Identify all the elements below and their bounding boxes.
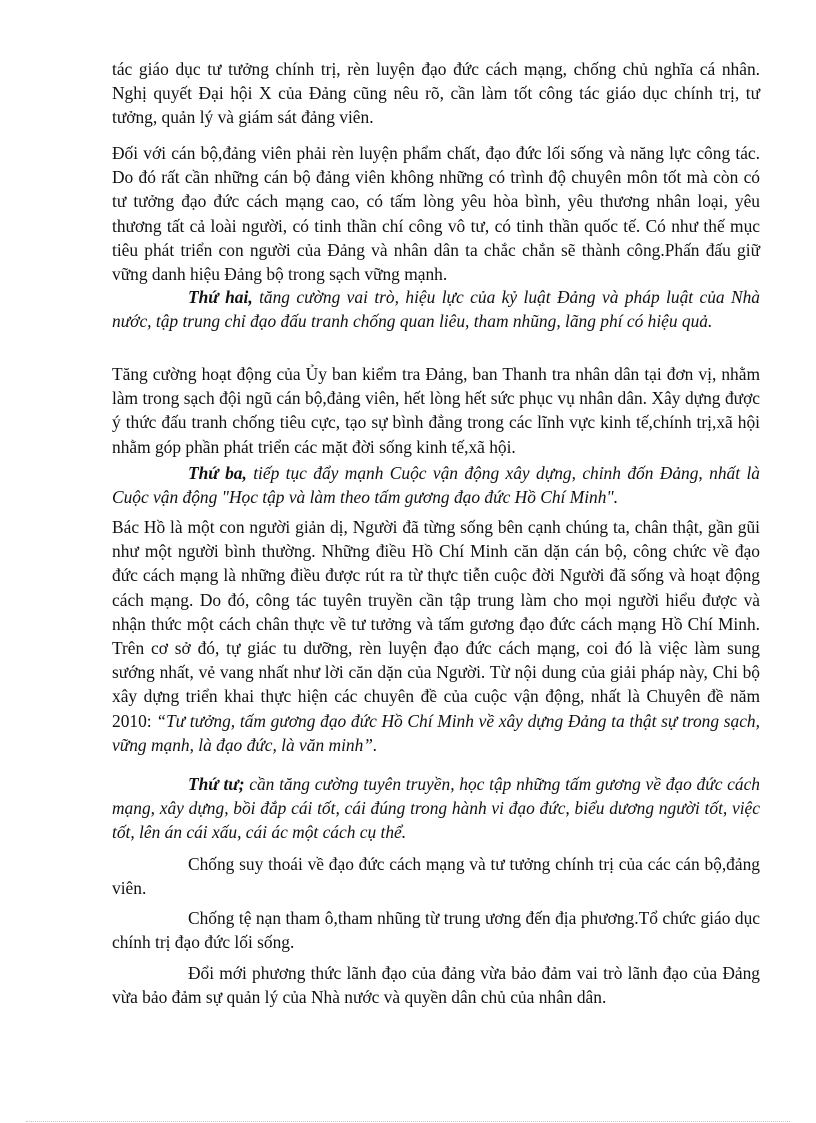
topic-quote: “Tư tưởng, tấm gương đạo đức Hồ Chí Minh về xây dựng Đảng ta thật sự trong sạch, vững mạnh, là đạo đức, là văn minh”.: [112, 710, 760, 755]
paragraph-anti-degradation: [112, 852, 760, 900]
paragraph-text: Bác Hồ là một con người giản dị, Người đã từng sống bên cạnh chúng ta, chân thật, gần gũi như một người bình thường. Những điều Hồ Chí Minh căn dặn cán bộ, công chức về đạo đức cách mạng là những điều được rút ra từ thực tiễn cuộc đời Người đã sống và hoạt động cách mạng. Do đó, công tác tuyên truyền cần tập trung làm cho mọi người hiểu được và nhận thức một cách chân thực về tư tưởng và tấm gương đạo đức cách mạng Hồ Chí Minh. Trên cơ sở đó, tự giác tu dưỡng, rèn luyện đạo đức cách mạng, coi đó là việc làm sung sướng nhất, vẻ vang nhất như lời căn dặn của Người. Từ nội dung của giải pháp này, Chi bộ xây dựng triển khai thực hiện các chuyên đề của cuộc vận động, nhất là Chuyên đề năm 2010:: [112, 517, 760, 731]
paragraph-text: Đối với cán bộ,đảng viên phải rèn luyện phẩm chất, đạo đức lối sống và năng lực công tác. Do đó rất cần những cán bộ đảng viên không những có trình độ chuyên môn tốt mà còn có tư tưởng đạo đức cách mạng cao, có tấm lòng yêu hòa bình, yêu thương nhân loại, yêu thương tất cả loài người, có tinh thần chí công vô tư, có tinh thần quốc tế. Có như thế mục tiêu phát triển con người của Đảng và nhân dân ta chắc chắn sẽ thành công.Phấn đấu giữ vững danh hiệu Đảng bộ trong sạch vững mạnh.: [112, 143, 760, 285]
paragraph-uncle-ho: [112, 515, 760, 757]
paragraph-text: tác giáo dục tư tưởng chính trị, rèn luyện đạo đức cách mạng, chống chủ nghĩa cá nhân. Nghị quyết Đại hội X của Đảng cũng nêu rõ, cần làm tốt công tác giáo dục chính trị, tư tưởng, quản lý và giám sát đảng viên.: [112, 59, 760, 128]
page-bottom-border: [26, 1121, 790, 1122]
paragraph-third-solution: [112, 461, 760, 509]
paragraph-cadre-qualities: [112, 141, 760, 286]
paragraph-political-education: [112, 57, 760, 130]
section-lead-second: Thứ hai,: [188, 287, 253, 307]
paragraph-text: Chống suy thoái về đạo đức cách mạng và tư tưởng chính trị của các cán bộ,đảng viên.: [112, 854, 760, 899]
paragraph-text: Đổi mới phương thức lãnh đạo của đảng vừa bảo đảm vai trò lãnh đạo của Đảng vừa bảo đảm sự quản lý của Nhà nước và quyền dân chủ của nhân dân.: [112, 963, 760, 1008]
paragraph-inspection-committee: [112, 362, 760, 459]
paragraph-anti-corruption: [112, 906, 760, 954]
paragraph-text: tiếp tục đẩy mạnh Cuộc vận động xây dựng, chỉnh đốn Đảng, nhất là Cuộc vận động "Học tập và làm theo tấm gương đạo đức Hồ Chí Minh".: [112, 463, 760, 508]
paragraph-text: cần tăng cường tuyên truyền, học tập những tấm gương về đạo đức cách mạng, xây dựng, bồi đắp cái tốt, cái đúng trong hành vi đạo đức, biểu dương người tốt, việc tốt, lên án cái xấu, cái ác một cách cụ thể.: [112, 774, 760, 843]
paragraph-text: Chống tệ nạn tham ô,tham nhũng từ trung ương đến địa phương.Tổ chức giáo dục chính trị đạo đức lối sống.: [112, 908, 760, 953]
section-lead-third: Thứ ba,: [188, 463, 247, 483]
paragraph-leadership-renewal: [112, 961, 760, 1009]
paragraph-text: tăng cường vai trò, hiệu lực của kỷ luật Đảng và pháp luật của Nhà nước, tập trung chỉ đạo đấu tranh chống quan liêu, tham nhũng, lãng phí có hiệu quả.: [112, 287, 761, 332]
paragraph-text: Tăng cường hoạt động của Ủy ban kiểm tra Đảng, ban Thanh tra nhân dân tại đơn vị, nhằm làm trong sạch đội ngũ cán bộ,đảng viên, hết lòng hết sức phục vụ nhân dân. Xây dựng được ý thức đấu tranh chống tiêu cực, tạo sự bình đẳng trong các lĩnh vực kinh tế,chính trị,xã hội nhằm góp phần phát triển các mặt đời sống kinh tế,xã hội.: [112, 364, 760, 457]
paragraph-fourth-solution: [112, 772, 760, 845]
section-lead-fourth: Thứ tư;: [188, 774, 245, 794]
paragraph-second-solution: [112, 285, 760, 333]
